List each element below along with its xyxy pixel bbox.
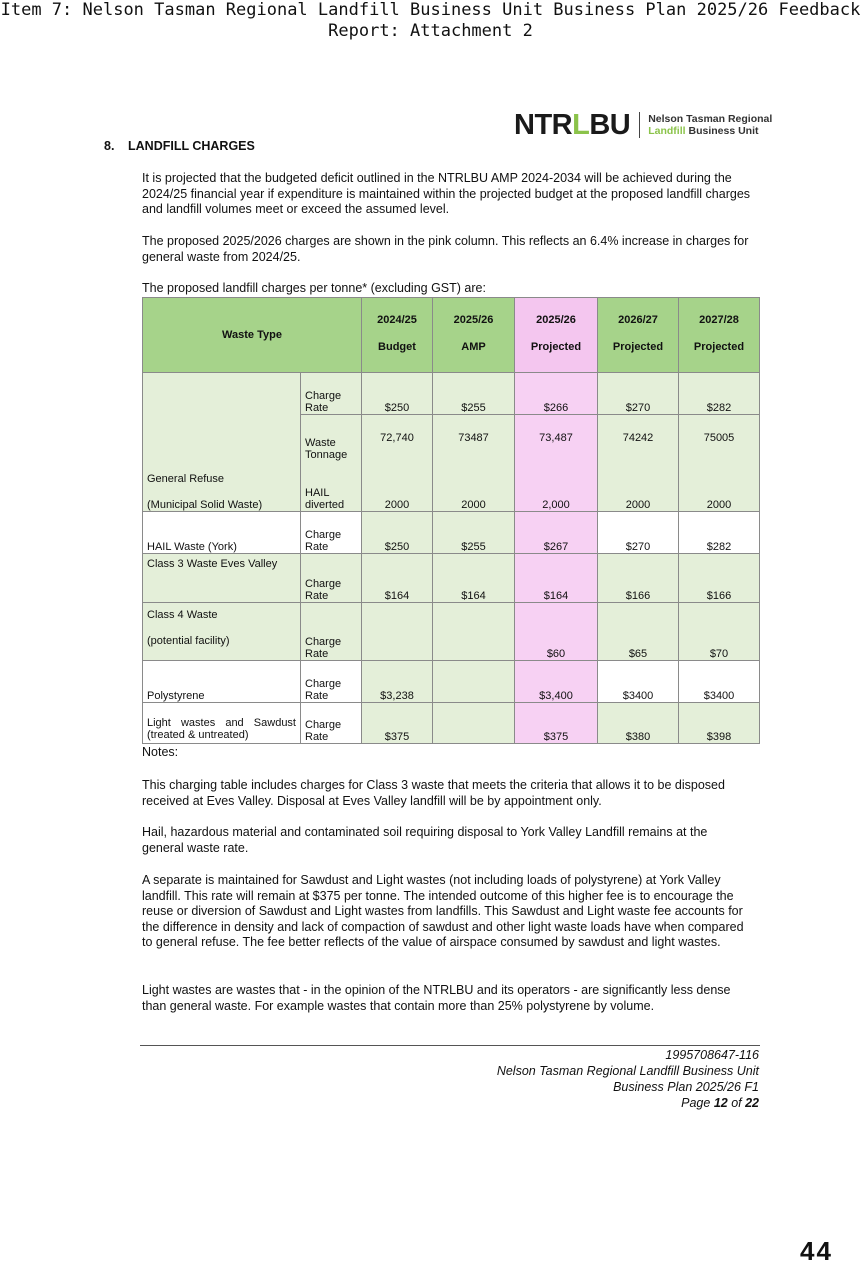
section-heading [104,139,255,153]
table-cell: $398 [679,702,760,743]
row-sub-label: Charge Rate [301,553,362,602]
logo-separator [639,112,640,138]
table-cell: $164 [433,553,515,602]
ntrlbu-logo [514,110,772,140]
notes-heading: Notes: [142,745,179,759]
table-row [143,602,760,660]
table-cell: $166 [679,553,760,602]
table-cell: $375 [362,702,433,743]
page-number: Page 12 of 22 [681,1096,759,1110]
general-refuse-label: General Refuse (Municipal Solid Waste) [143,373,301,512]
footer-plan: Business Plan 2025/26 F1 [613,1080,759,1094]
table-cell: $255 [433,511,515,553]
doc-id: 1995708647-116 [665,1048,759,1062]
table-cell: $3,400 [515,660,598,702]
header-2027-28-projected: 2027/28 Projected [679,298,760,373]
table-cell: 2000 [433,461,515,511]
row-label: Polystyrene [143,660,301,702]
table-row [143,702,760,743]
table-cell: $164 [362,553,433,602]
table-cell: $270 [598,511,679,553]
table-cell: $60 [515,602,598,660]
table-cell: $255 [433,373,515,415]
table-cell: $70 [679,602,760,660]
increase-paragraph: The proposed 2025/2026 charges are shown in the pink column. This reflects an 6.4% increase in charges for general waste from 2024/25. [142,234,749,264]
table-cell: $380 [598,702,679,743]
row-sub-label: HAIL diverted [301,461,362,511]
header-line-1: Item 7: Nelson Tasman Regional Landfill Business Unit Business Plan 2025/26 Feedback [0,0,861,20]
row-sub-label: Charge Rate [301,702,362,743]
row-sub-label: Charge Rate [301,373,362,415]
table-cell: $164 [515,553,598,602]
table-cell: $282 [679,373,760,415]
note-hail: Hail, hazardous material and contaminated soil requiring disposal to York Valley Landfill remains at the general waste rate. [142,825,708,855]
table-cell: 74242 [598,415,679,462]
table-row [143,373,760,415]
table-cell [362,602,433,660]
table-cell: $250 [362,511,433,553]
header-line-2: Report: Attachment 2 [328,21,533,41]
table-cell: $166 [598,553,679,602]
table-row [143,660,760,702]
table-cell: 2,000 [515,461,598,511]
table-cell: 73487 [433,415,515,462]
logo-mark: NTRLBU [514,109,631,141]
table-cell: $3400 [679,660,760,702]
row-label: HAIL Waste (York) [143,511,301,553]
table-cell: $3400 [598,660,679,702]
intro-paragraph: It is projected that the budgeted deficit outlined in the NTRLBU AMP 2024-2034 will be achieved during the 2024/25 financial year if expenditure is maintained within the projected budget at the proposed landfill charges and landfill volumes meet or exceed the assumed level. [142,171,751,217]
row-label: Light wastes and Sawdust (treated & untreated) [143,702,301,743]
table-cell: $3,238 [362,660,433,702]
footer-org: Nelson Tasman Regional Landfill Business Unit [496,1064,759,1078]
table-cell [433,660,515,702]
table-cell [433,602,515,660]
table-cell: $250 [362,373,433,415]
section-number: 8. [104,139,115,153]
footer-divider [140,1045,760,1046]
table-cell: 75005 [679,415,760,462]
row-sub-label: Waste Tonnage [301,415,362,462]
row-label: Class 4 Waste (potential facility) [143,602,301,660]
table-cell: 2000 [362,461,433,511]
table-cell: 2000 [598,461,679,511]
row-label: Class 3 Waste Eves Valley [143,553,301,602]
landfill-charges-table [142,297,760,744]
header-2024-25-budget: 2024/25 Budget [362,298,433,373]
corner-page-number: 44 [800,1236,833,1266]
table-header-row [143,298,760,373]
logo-text: Nelson Tasman Regional Landfill Business Unit [648,113,773,137]
row-sub-label: Charge Rate [301,511,362,553]
table-cell: $282 [679,511,760,553]
row-sub-label: Charge Rate [301,660,362,702]
table-cell [433,702,515,743]
table-row [143,553,760,602]
header-2026-27-projected: 2026/27 Projected [598,298,679,373]
table-cell: $375 [515,702,598,743]
table-cell: $270 [598,373,679,415]
header-2025-26-projected: 2025/26 Projected [515,298,598,373]
page-header [0,0,861,42]
note-sawdust: A separate is maintained for Sawdust and Light wastes (not including loads of polystyrene) at York Valley landfill. This rate will remain at $375 per tonne. The intended outcome of this higher fee is to encourage the reuse or diversion of Sawdust and Light wastes from landfills. This Sawdust and Light waste fee accounts for the difference in density and lack of compaction of sawdust and other light waste loads have when compared to general refuse. The fee better reflects of the value of airspace consumed by sawdust and light wastes. [142,873,744,950]
table-cell: 2000 [679,461,760,511]
table-cell: $266 [515,373,598,415]
row-sub-label: Charge Rate [301,602,362,660]
note-class3: This charging table includes charges for Class 3 waste that meets the criteria that allows it to be disposed received at Eves Valley. Disposal at Eves Valley landfill will be by appointment only. [142,778,725,808]
table-cell: $65 [598,602,679,660]
table-row [143,511,760,553]
page-footer [497,1047,759,1111]
header-waste-type: Waste Type [143,298,362,373]
header-2025-26-amp: 2025/26 AMP [433,298,515,373]
section-title: LANDFILL CHARGES [128,139,255,153]
table-intro: The proposed landfill charges per tonne* (excluding GST) are: [142,281,486,295]
table-cell: $267 [515,511,598,553]
table-cell: 72,740 [362,415,433,462]
note-light-wastes: Light wastes are wastes that - in the opinion of the NTRLBU and its operators - are significantly less dense than general waste. For example wastes that contain more than 25% polystyrene by volume. [142,983,731,1013]
table-cell: 73,487 [515,415,598,462]
